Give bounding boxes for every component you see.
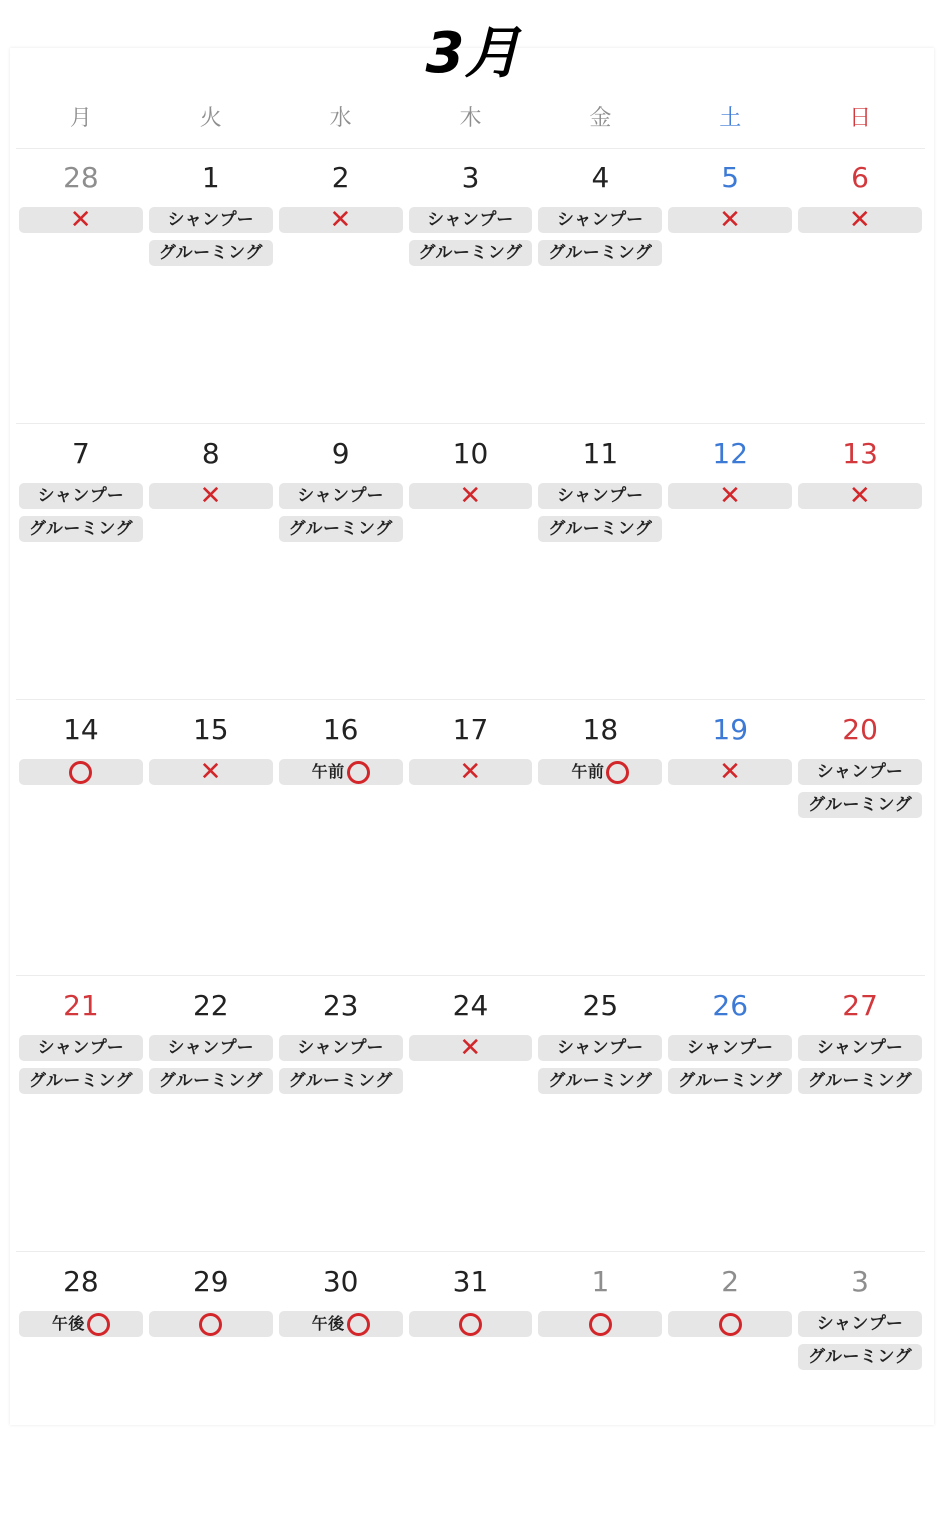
available-badge (409, 1311, 533, 1337)
grooming-label: グルーミング (288, 1071, 393, 1091)
available-badge (668, 1311, 792, 1337)
day-availability (148, 1311, 274, 1337)
day-availability (278, 1035, 404, 1094)
day-availability (18, 1035, 144, 1094)
day-cell[interactable] (406, 424, 536, 699)
day-number: 24 (452, 989, 489, 1022)
weekday-fri: 金 (589, 106, 612, 131)
am-available-badge (538, 759, 662, 785)
grooming-label: グルーミング (548, 243, 653, 263)
day-availability (408, 483, 534, 509)
shampoo-label: シャンプー (557, 486, 644, 506)
circle-icon (589, 1313, 612, 1336)
month-title: 3月 (425, 21, 521, 86)
day-availability (18, 207, 144, 233)
day-availability (667, 483, 793, 509)
day-availability (408, 1311, 534, 1337)
cross-icon: ✕ (69, 207, 93, 233)
day-cell[interactable] (146, 424, 276, 699)
shampoo-tag (798, 1311, 922, 1337)
closed-badge (279, 207, 403, 233)
day-number: 19 (712, 713, 749, 746)
shampoo-tag (409, 207, 533, 233)
shampoo-label: シャンプー (816, 762, 904, 782)
available-badge (538, 1311, 662, 1337)
day-availability (797, 1311, 923, 1370)
day-availability (537, 483, 663, 542)
weekday-sat: 土 (719, 106, 742, 131)
pm-available-badge (19, 1311, 143, 1337)
day-availability (278, 207, 404, 233)
circle-icon (199, 1313, 222, 1336)
closed-badge (409, 759, 533, 785)
shampoo-label: シャンプー (37, 1038, 125, 1058)
day-number: 2 (721, 1265, 740, 1298)
cross-icon: ✕ (848, 483, 872, 509)
day-availability (18, 759, 144, 785)
day-cell[interactable] (535, 148, 665, 423)
am-available-badge (279, 759, 403, 785)
day-cell[interactable] (665, 424, 795, 699)
cross-icon: ✕ (719, 207, 742, 233)
day-number: 1 (201, 161, 220, 194)
am-label: 午前 (311, 762, 345, 781)
weekday-mon: 月 (69, 106, 92, 131)
shampoo-tag (538, 1035, 662, 1061)
cross-icon: ✕ (848, 207, 872, 233)
day-number: 7 (72, 437, 90, 470)
weekday-sun: 日 (849, 106, 872, 131)
day-cell[interactable] (665, 1252, 795, 1528)
day-number: 6 (851, 161, 869, 194)
cross-icon: ✕ (719, 759, 742, 785)
grooming-tag (19, 516, 143, 542)
grooming-tag (538, 1068, 662, 1094)
circle-icon (347, 761, 370, 784)
day-number: 13 (842, 437, 878, 470)
grooming-label: グルーミング (158, 1071, 263, 1091)
day-cell[interactable] (795, 1252, 925, 1528)
day-availability (797, 483, 923, 509)
day-availability (667, 1035, 793, 1094)
shampoo-label: シャンプー (297, 1038, 384, 1058)
day-number: 10 (452, 437, 489, 470)
day-number: 27 (842, 989, 878, 1022)
circle-icon (606, 761, 629, 784)
grooming-tag (538, 240, 662, 266)
day-availability (18, 1311, 144, 1337)
pm-label: 午後 (311, 1314, 345, 1333)
shampoo-tag (798, 1035, 922, 1061)
shampoo-tag (279, 483, 403, 509)
grooming-tag (409, 240, 533, 266)
available-badge (19, 759, 143, 785)
day-number: 14 (63, 713, 99, 746)
day-cell[interactable] (795, 976, 925, 1251)
day-number: 17 (452, 713, 489, 746)
day-availability (148, 759, 274, 785)
day-number: 16 (322, 713, 359, 746)
day-availability (797, 1035, 923, 1094)
day-cell[interactable] (276, 700, 406, 975)
day-number: 3 (461, 161, 480, 194)
day-number: 15 (192, 713, 229, 746)
cross-icon: ✕ (329, 207, 352, 233)
grooming-label: グルーミング (678, 1071, 783, 1091)
day-number: 22 (192, 989, 229, 1022)
shampoo-label: シャンプー (297, 486, 384, 506)
grooming-label: グルーミング (807, 1347, 913, 1367)
day-availability (667, 759, 793, 785)
shampoo-label: シャンプー (167, 1038, 255, 1058)
shampoo-label: シャンプー (557, 210, 644, 230)
day-cell[interactable] (795, 148, 925, 423)
day-availability (537, 759, 663, 785)
shampoo-label: シャンプー (167, 210, 255, 230)
grooming-label: グルーミング (548, 519, 653, 539)
day-cell[interactable] (146, 148, 276, 423)
shampoo-tag (19, 483, 143, 509)
grooming-tag (798, 1344, 922, 1370)
day-number: 5 (721, 161, 740, 194)
day-cell[interactable] (276, 424, 406, 699)
day-cell[interactable] (276, 976, 406, 1251)
grooming-label: グルーミング (548, 1071, 653, 1091)
grooming-tag (279, 516, 403, 542)
day-number: 4 (591, 161, 610, 194)
closed-badge (409, 1035, 533, 1061)
closed-badge (668, 207, 792, 233)
grooming-tag (798, 792, 922, 818)
shampoo-label: シャンプー (37, 486, 125, 506)
closed-badge (798, 483, 922, 509)
day-cell[interactable] (535, 700, 665, 975)
cross-icon: ✕ (199, 759, 222, 785)
circle-icon (347, 1313, 370, 1336)
grooming-label: グルーミング (807, 795, 913, 815)
day-number: 28 (63, 1265, 99, 1298)
day-cell[interactable] (276, 148, 406, 423)
day-cell[interactable] (795, 424, 925, 699)
day-availability (148, 1035, 274, 1094)
day-cell[interactable] (16, 148, 146, 423)
day-cell[interactable] (16, 976, 146, 1251)
circle-icon (69, 761, 92, 784)
day-availability (18, 483, 144, 542)
closed-badge (668, 759, 792, 785)
closed-badge (149, 483, 273, 509)
circle-icon (459, 1313, 482, 1336)
am-label: 午前 (571, 762, 605, 781)
day-cell[interactable] (146, 700, 276, 975)
day-availability (148, 207, 274, 266)
day-number: 31 (452, 1265, 489, 1298)
day-availability (797, 207, 923, 233)
grooming-tag (19, 1068, 143, 1094)
closed-badge (19, 207, 143, 233)
day-number: 3 (851, 1265, 869, 1298)
grooming-label: グルーミング (288, 519, 393, 539)
day-cell[interactable] (406, 976, 536, 1251)
day-number: 11 (582, 437, 619, 470)
closed-badge (409, 483, 533, 509)
closed-badge (668, 483, 792, 509)
day-number: 25 (582, 989, 619, 1022)
weekday-header (16, 98, 925, 149)
day-number: 30 (322, 1265, 359, 1298)
cross-icon: ✕ (459, 759, 482, 785)
grooming-tag (798, 1068, 922, 1094)
weekday-thu: 木 (459, 106, 482, 131)
day-availability (278, 759, 404, 785)
grooming-label: グルーミング (28, 1071, 133, 1091)
grooming-tag (279, 1068, 403, 1094)
grooming-label: グルーミング (418, 243, 523, 263)
shampoo-label: シャンプー (816, 1314, 904, 1334)
calendar-week (16, 700, 925, 976)
grooming-label: グルーミング (28, 519, 133, 539)
shampoo-tag (149, 1035, 273, 1061)
shampoo-label: シャンプー (686, 1038, 774, 1058)
cross-icon: ✕ (459, 1035, 482, 1061)
shampoo-label: シャンプー (557, 1038, 644, 1058)
day-number: 20 (842, 713, 878, 746)
day-number: 29 (192, 1265, 229, 1298)
grooming-tag (149, 1068, 273, 1094)
grooming-tag (538, 516, 662, 542)
day-number: 18 (582, 713, 619, 746)
shampoo-label: シャンプー (427, 210, 514, 230)
weekday-tue: 火 (199, 106, 222, 131)
day-cell[interactable] (665, 976, 795, 1251)
closed-badge (798, 207, 922, 233)
day-availability (278, 1311, 404, 1337)
day-cell[interactable] (406, 148, 536, 423)
calendar-week (16, 148, 925, 424)
day-availability (408, 207, 534, 266)
pm-label: 午後 (51, 1314, 85, 1333)
circle-icon (719, 1313, 742, 1336)
cross-icon: ✕ (719, 483, 742, 509)
day-number: 9 (331, 437, 350, 470)
cross-icon: ✕ (199, 483, 222, 509)
day-cell[interactable] (16, 1252, 146, 1528)
day-number: 8 (201, 437, 220, 470)
day-number: 2 (331, 161, 350, 194)
day-number: 26 (712, 989, 749, 1022)
day-cell[interactable] (16, 700, 146, 975)
calendar-week (16, 976, 925, 1252)
day-cell[interactable] (406, 1252, 536, 1528)
day-availability (797, 759, 923, 818)
day-cell[interactable] (146, 976, 276, 1251)
available-badge (149, 1311, 273, 1337)
shampoo-tag (668, 1035, 792, 1061)
calendar-week (16, 424, 925, 700)
grooming-tag (149, 240, 273, 266)
grooming-tag (668, 1068, 792, 1094)
grooming-label: グルーミング (807, 1071, 913, 1091)
pm-available-badge (279, 1311, 403, 1337)
day-availability (667, 1311, 793, 1337)
day-cell[interactable] (665, 148, 795, 423)
shampoo-label: シャンプー (816, 1038, 904, 1058)
day-availability (408, 759, 534, 785)
shampoo-tag (19, 1035, 143, 1061)
day-cell[interactable] (665, 700, 795, 975)
calendar-week (16, 1252, 925, 1528)
shampoo-tag (538, 207, 662, 233)
day-number: 28 (63, 161, 99, 194)
day-cell[interactable] (535, 424, 665, 699)
day-availability (148, 483, 274, 509)
calendar-grid (16, 148, 925, 1528)
day-availability (278, 483, 404, 542)
day-availability (537, 1311, 663, 1337)
day-availability (537, 1035, 663, 1094)
day-number: 1 (591, 1265, 610, 1298)
shampoo-tag (798, 759, 922, 785)
day-cell[interactable] (535, 976, 665, 1251)
closed-badge (149, 759, 273, 785)
day-availability (537, 207, 663, 266)
day-number: 21 (63, 989, 99, 1022)
shampoo-tag (279, 1035, 403, 1061)
grooming-label: グルーミング (158, 243, 263, 263)
circle-icon (87, 1313, 110, 1336)
day-cell[interactable] (795, 700, 925, 975)
shampoo-tag (538, 483, 662, 509)
day-cell[interactable] (535, 1252, 665, 1528)
day-cell[interactable] (406, 700, 536, 975)
day-cell[interactable] (16, 424, 146, 699)
shampoo-tag (149, 207, 273, 233)
weekday-wed: 水 (329, 106, 352, 131)
day-number: 12 (712, 437, 749, 470)
day-number: 23 (322, 989, 359, 1022)
cross-icon: ✕ (459, 483, 482, 509)
day-availability (408, 1035, 534, 1061)
day-cell[interactable] (276, 1252, 406, 1528)
day-cell[interactable] (146, 1252, 276, 1528)
day-availability (667, 207, 793, 233)
